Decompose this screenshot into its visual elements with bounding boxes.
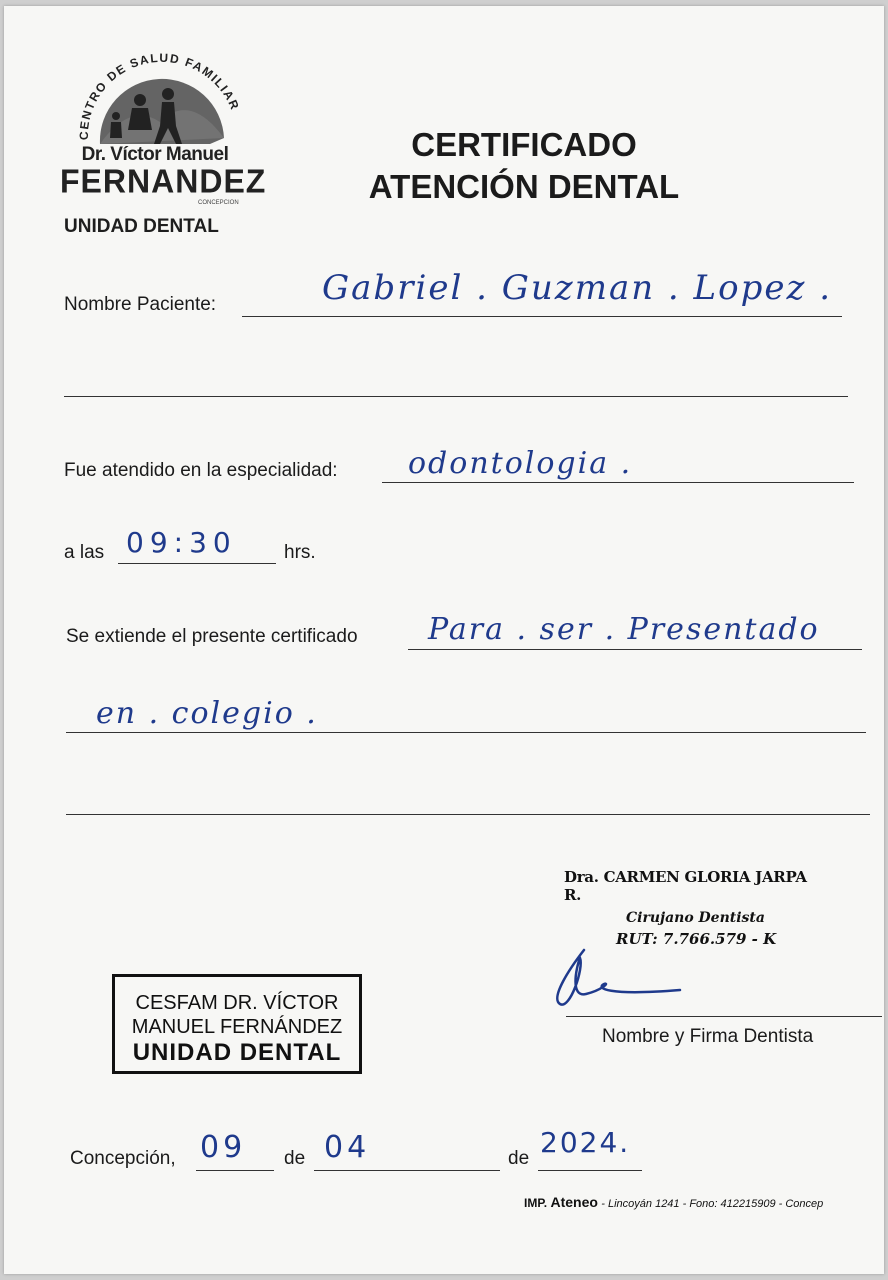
purpose-line bbox=[408, 649, 862, 650]
specialty-value: odontologia . bbox=[408, 446, 633, 481]
signature-line bbox=[566, 1016, 882, 1017]
footer-imp: IMP. bbox=[524, 1196, 548, 1210]
purpose-line-2 bbox=[66, 732, 866, 733]
logo-name-line2: FERNANDEZ bbox=[60, 162, 267, 200]
unit-label: UNIDAD DENTAL bbox=[64, 216, 219, 237]
printer-footer bbox=[524, 1194, 823, 1210]
purpose-line-3 bbox=[66, 814, 870, 815]
footer-printer: Ateneo bbox=[550, 1194, 598, 1210]
date-year-line bbox=[538, 1170, 642, 1171]
specialty-label: Fue atendido en la especialidad: bbox=[64, 460, 338, 481]
dentist-signature bbox=[540, 938, 700, 1018]
specialty-line bbox=[382, 482, 854, 483]
patient-label: Nombre Paciente: bbox=[64, 294, 217, 315]
purpose-value-line1: Para . ser . Presentado bbox=[428, 612, 820, 647]
dentist-stamp bbox=[564, 868, 824, 948]
logo-emblem bbox=[60, 52, 250, 152]
time-line bbox=[118, 563, 276, 564]
date-de-2: de bbox=[508, 1148, 530, 1169]
dentist-rut: RUT: 7.766.579 - K bbox=[616, 930, 777, 948]
patient-line-2 bbox=[64, 396, 848, 397]
date-month: 04 bbox=[324, 1130, 371, 1165]
clinic-logo bbox=[60, 52, 267, 212]
stamp-line1: CESFAM DR. VÍCTOR bbox=[135, 992, 339, 1014]
time-prefix: a las bbox=[64, 542, 105, 563]
date-day-line bbox=[196, 1170, 274, 1171]
title-line1: CERTIFICADO bbox=[411, 126, 637, 163]
logo-arc-text: CENTRO DE SALUD FAMILIAR bbox=[76, 52, 243, 141]
time-value: 09:30 bbox=[126, 526, 237, 559]
stamp-line3: UNIDAD DENTAL bbox=[132, 1039, 342, 1066]
date-month-line bbox=[314, 1170, 500, 1171]
purpose-label: Se extiende el presente certificado bbox=[66, 626, 358, 647]
date-year: 2024. bbox=[540, 1126, 631, 1159]
certificate-page bbox=[4, 6, 884, 1274]
signature-caption: Nombre y Firma Dentista bbox=[602, 1026, 814, 1047]
patient-value: Gabriel . Guzman . Lopez . bbox=[322, 268, 833, 308]
patient-line bbox=[242, 316, 842, 317]
date-city-label: Concepción, bbox=[70, 1148, 176, 1169]
dentist-name: Dra. CARMEN GLORIA JARPA R. bbox=[564, 868, 807, 904]
date-day: 09 bbox=[200, 1130, 247, 1165]
logo-name-line1: Dr. Víctor Manuel bbox=[81, 144, 229, 165]
logo-city: CONCEPCION bbox=[198, 200, 239, 206]
stamp-line2: MANUEL FERNÁNDEZ bbox=[131, 1016, 343, 1038]
time-suffix: hrs. bbox=[284, 542, 316, 563]
unit-stamp bbox=[112, 974, 362, 1074]
footer-details: - Lincoyán 1241 - Fono: 412215909 - Concep bbox=[601, 1198, 824, 1210]
document-title bbox=[334, 124, 714, 208]
date-de-1: de bbox=[284, 1148, 306, 1169]
dentist-title: Cirujano Dentista bbox=[626, 910, 765, 926]
title-line2: ATENCIÓN DENTAL bbox=[368, 168, 680, 205]
purpose-value-line2: en . colegio . bbox=[96, 696, 318, 731]
